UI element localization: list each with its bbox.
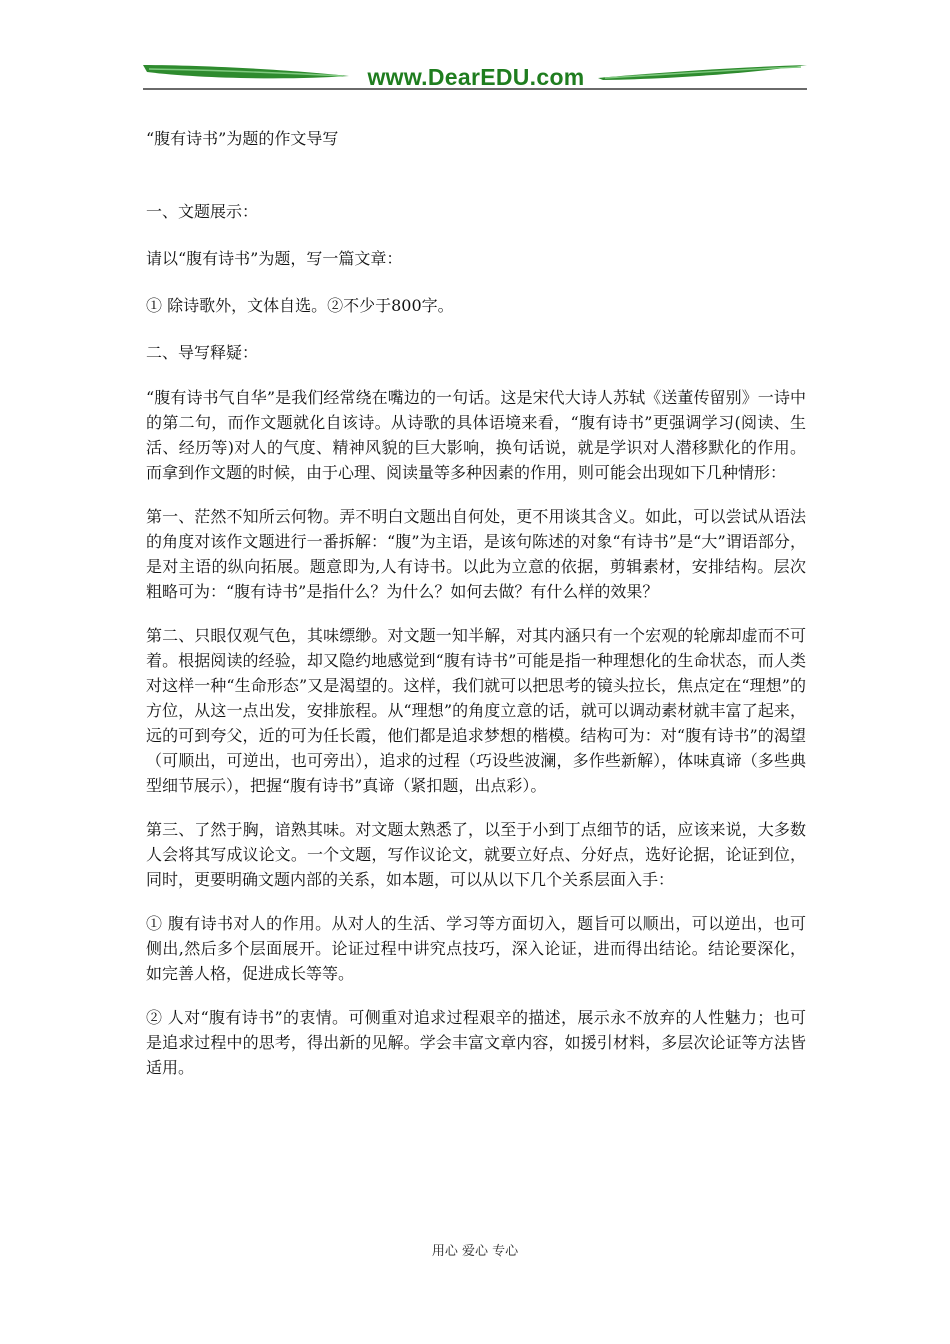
- page-footer: 用心 爱心 专心: [431, 1244, 519, 1259]
- section-heading: 一、文题展示：: [146, 202, 259, 221]
- paragraph: ① 除诗歌外，文体自选。②不少于800字。: [146, 296, 454, 315]
- paragraph: ① 腹有诗书对人的作用。从对人的生活、学习等方面切入，题旨可以顺出，可以逆出，也可侧出,然后多个层面展开。论证过程中讲究点技巧，深入论证，进而得出结论。结论要深化，如完善人格，促进成长等等。: [146, 914, 806, 983]
- document-body: [146, 124, 806, 1099]
- site-header: [143, 62, 807, 92]
- paragraph: 第二、只眼仅观气色，其味缥缈。对文题一知半解，对其内涵只有一个宏观的轮廓却虚而不可着。根据阅读的经验，却又隐约地感觉到“腹有诗书”可能是指一种理想化的生命状态，而人类对这样一种“生命形态”又是渴望的。这样，我们就可以把思考的镜头拉长，焦点定在“理想”的方位，从这一点出发，安排旅程。从“理想”的角度立意的话，就可以调动素材就丰富了起来，远的可到夸父，近的可为任长霞，他们都是追求梦想的楷模。结构可为：对“腹有诗书”的渴望（可顺出，可逆出，也可旁出），追求的过程（巧设些波澜，多作些新解），体味真谛（多些典型细节展示），把握“腹有诗书”真谛（紧扣题，出点彩）。: [146, 626, 806, 795]
- paragraph: 第三、了然于胸，谙熟其味。对文题太熟悉了，以至于小到丁点细节的话，应该来说，大多数人会将其写成议论文。一个文题，写作议论文，就要立好点、分好点，选好论据，论证到位，同时，更要明确文题内部的关系，如本题，可以从以下几个关系层面入手：: [146, 820, 806, 889]
- section-heading: 二、导写释疑：: [146, 343, 259, 362]
- paragraph: “腹有诗书气自华”是我们经常绕在嘴边的一句话。这是宋代大诗人苏轼《送董传留别》一诗中的第二句，而作文题就化自该诗。从诗歌的具体语境来看，“腹有诗书”更强调学习(阅读、生活、经历等)对人的气度、精神风貌的巨大影响，换句话说，就是学识对人潜移默化的作用。而拿到作文题的时候，由于心理、阅读量等多种因素的作用，则可能会出现如下几种情形：: [146, 388, 806, 482]
- paragraph: ② 人对“腹有诗书”的衷情。可侧重对追求过程艰辛的描述，展示永不放弃的人性魅力；也可是追求过程中的思考，得出新的见解。学会丰富文章内容，如援引材料，多层次论证等方法皆适用。: [146, 1008, 806, 1077]
- document-title: “腹有诗书”为题的作文导写: [146, 129, 339, 148]
- site-logo-text: www.DearEDU.com: [367, 64, 585, 90]
- paragraph: 第一、茫然不知所云何物。弄不明白文题出自何处，更不用谈其含义。如此，可以尝试从语法的角度对该作文题进行一番拆解：“腹”为主语，是该句陈述的对象“有诗书”是“大”谓语部分，是对主语的纵向拓展。题意即为,人有诗书。以此为立意的依据，剪辑素材，安排结构。层次粗略可为：“腹有诗书”是指什么？为什么？如何去做？有什么样的效果？: [146, 507, 806, 601]
- paragraph: 请以“腹有诗书”为题，写一篇文章：: [146, 249, 403, 268]
